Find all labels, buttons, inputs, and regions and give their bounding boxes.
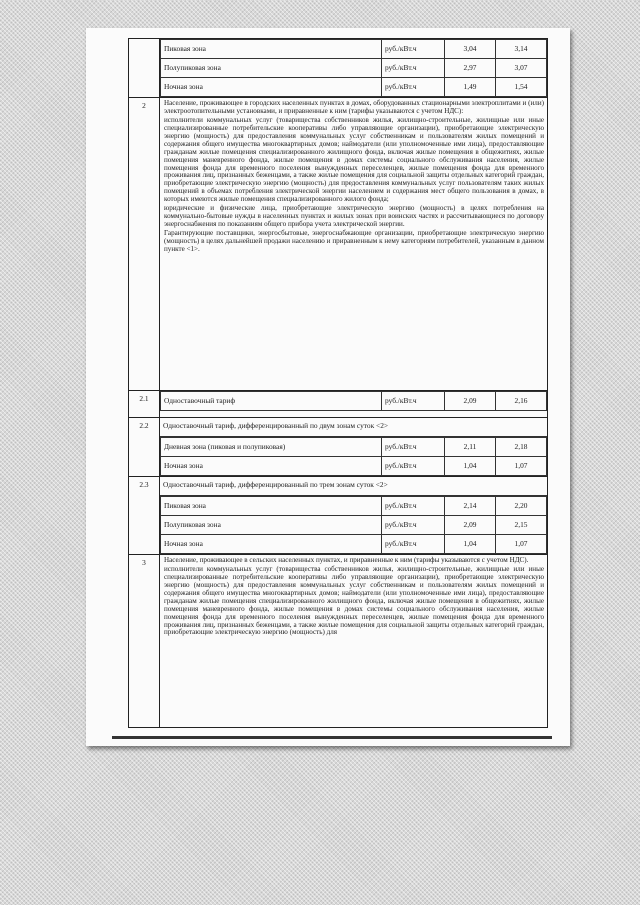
row-number [129,39,160,98]
value-first-half: 2,09 [445,516,496,535]
unit: руб./кВт.ч [382,516,445,535]
zone-name: Ночная зона [161,535,382,554]
table-row [161,535,547,554]
unit: руб./кВт.ч [382,392,445,411]
zone-name: Пиковая зона [161,40,382,59]
table-row [161,516,547,535]
paragraph: исполнители коммунальных услуг (товарищества собственников жилья, жилищно-строительные, жилищные или иные специализированные потребительские кооперативы либо управляющие организации), приобретающие электрическую энергию (мощность) для предоставления коммунальных услуг собственникам и пользователям жилых помещений и содержания общего имущества многоквартирных домов; наймодатели (или уполномоченные ими лица), предоставляющие гражданам жилые помещения специализированного жилищного фонда, включая жилые помещения в общежитиях, жилые помещения маневренного фонда, жилые помещения в домах системы социального обслуживания населения, жилые помещения фонда для временного поселения вынужденных переселенцев, жилые помещения фонда для временного проживания лиц, признанных беженцами, а также жилые помещения для социальной защиты отдельных категорий граждан, приобретающие электрическую энергию (мощность) для [164,564,544,637]
zone-name: Ночная зона [161,78,382,97]
tariff-heading: Одноставочный тариф, дифференцированный по трем зонам суток <2> [160,477,547,496]
zone-name: Ночная зона [161,457,382,476]
value-first-half: 1,49 [445,78,496,97]
value-second-half: 2,15 [496,516,547,535]
row-number: 2.3 [129,477,160,555]
zone-name: Полупиковая зона [161,516,382,535]
value-first-half: 2,97 [445,59,496,78]
value-second-half: 2,16 [496,392,547,411]
section-description [160,98,547,390]
unit: руб./кВт.ч [382,59,445,78]
row-number: 2.2 [129,418,160,477]
tariff-row-section-3 [129,555,548,728]
tariff-row-continuation [129,39,548,98]
value-second-half: 1,07 [496,535,547,554]
table-row [161,438,547,457]
table-row [161,497,547,516]
tariff-row-section-2-2 [129,418,548,477]
zone-table [160,496,547,554]
value-first-half: 1,04 [445,457,496,476]
document-page [86,28,570,746]
paragraph: Население, проживающее в городских населенных пунктах в домах, оборудованных стационарными электроплитами и (или) электроотопительными установками, и приравненные к ним (тарифы указываются с учетом НДС): [164,99,544,115]
zone-name: Полупиковая зона [161,59,382,78]
zone-table [160,391,547,411]
table-row [161,59,547,78]
tariff-name: Одноставочный тариф [161,392,382,411]
value-second-half: 1,07 [496,457,547,476]
section-description [160,555,547,727]
zone-name: Дневная зона (пиковая и полупиковая) [161,438,382,457]
paragraph: исполнители коммунальных услуг (товарищества собственников жилья, жилищно-строительные, жилищные или иные специализированные потребительские кооперативы либо управляющие организации), приобретающие электрическую энергию (мощность) для предоставления коммунальных услуг собственникам и пользователям жилых помещений и содержания общего имущества многоквартирных домов; наймодатели (или уполномоченные ими лица), предоставляющие гражданам жилые помещения специализированного жилищного фонда, включая жилые помещения в общежитиях, жилые помещения маневренного фонда, жилые помещения в домах системы социального обслуживания населения, жилые помещения фонда для временного поселения вынужденных переселенцев, жилые помещения фонда для временного проживания лиц, признанных беженцами, а также жилые помещения для социальной защиты отдельных категорий граждан, приобретающие электрическую энергию (мощность) для предоставления коммунальных услуг пользователям таких жилых помещений в объемах потребления электрической энергии населением и содержания мест общего пользования в домах, в которых имеются жилые помещения специализированного жилого фонда; [164,115,544,204]
tariff-table [128,38,548,728]
zone-table [160,39,547,97]
table-row [161,392,547,411]
zone-table [160,437,547,476]
unit: руб./кВт.ч [382,78,445,97]
value-first-half: 2,11 [445,438,496,457]
value-first-half: 2,09 [445,392,496,411]
row-number: 2.1 [129,391,160,418]
tariff-row-section-2-3 [129,477,548,555]
tariff-row-section-2 [129,98,548,391]
value-second-half: 2,20 [496,497,547,516]
tariff-row-section-2-1 [129,391,548,418]
table-row [161,40,547,59]
unit: руб./кВт.ч [382,438,445,457]
paragraph: юридические и физические лица, приобретающие электрическую энергию (мощность) в целях потребления на коммунально-бытовые нужды в населенных пунктах и жилых зонах при воинских частях и рассчитывающиеся по договору энергоснабжения по показаниям общего прибора учета электрической энергии. [164,204,544,229]
paragraph: Гарантирующие поставщики, энергосбытовые, энергоснабжающие организации, приобретающие электрическую энергию (мощность) в целях дальнейшей продажи населению и приравненным к нему категориям потребителей, указанным в данном пункте <1>. [164,229,544,253]
row-number: 3 [129,555,160,728]
paragraph: Население, проживающее в сельских населенных пунктах, и приравненные к ним (тарифы указываются с учетом НДС). [164,556,529,564]
tariff-heading: Одноставочный тариф, дифференцированный по двум зонам суток <2> [160,418,547,437]
unit: руб./кВт.ч [382,535,445,554]
value-first-half: 1,04 [445,535,496,554]
value-second-half: 3,14 [496,40,547,59]
value-second-half: 3,07 [496,59,547,78]
unit: руб./кВт.ч [382,457,445,476]
table-row [161,78,547,97]
value-first-half: 2,14 [445,497,496,516]
zone-name: Пиковая зона [161,497,382,516]
value-second-half: 2,18 [496,438,547,457]
table-row [161,457,547,476]
row-number: 2 [129,98,160,391]
unit: руб./кВт.ч [382,497,445,516]
value-first-half: 3,04 [445,40,496,59]
value-second-half: 1,54 [496,78,547,97]
unit: руб./кВт.ч [382,40,445,59]
